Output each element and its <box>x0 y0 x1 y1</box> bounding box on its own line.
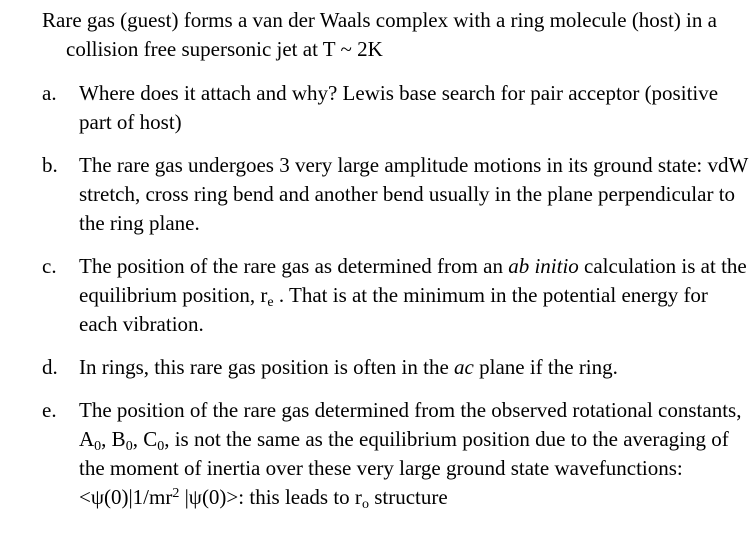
list-text-c-part1: The position of the rare gas as determined from an <box>79 254 509 278</box>
list-marker-a: a. <box>42 81 57 105</box>
intro-paragraph: Rare gas (guest) forms a van der Waals complex with a ring molecule (host) in a collision free supersonic jet at T ~ 2K <box>42 8 717 61</box>
superscript-2: 2 <box>172 486 180 501</box>
ac-plane-italic: ac <box>454 355 474 379</box>
list-text-b: The rare gas undergoes 3 very large amplitude motions in its ground state: vdW stretch, cross ring bend and another bend usually in the plane perpendicular to the ring plane. <box>79 153 748 235</box>
subscript-b0: 0 <box>125 439 133 454</box>
subscript-o: o <box>361 497 369 512</box>
subscript-a0: 0 <box>94 439 102 454</box>
list-item-c <box>42 252 751 339</box>
ab-initio-italic: ab initio <box>508 254 579 278</box>
list-text-c-part3: . That is at the minimum in the potential energy for each vibration. <box>79 283 708 336</box>
list-text-e-part3: , C <box>132 427 158 451</box>
subscript-e: e <box>267 295 274 310</box>
list-text-a: Where does it attach and why? Lewis base search for pair acceptor (positive part of host) <box>79 81 719 134</box>
list-marker-b: b. <box>42 153 58 177</box>
list-text-e-part2: , B <box>101 427 126 451</box>
list-item-e <box>42 396 751 512</box>
list-item-b <box>42 151 751 238</box>
list-text-d-part1: In rings, this rare gas position is often in the <box>79 355 455 379</box>
list-text-e-part5: |ψ(0)>: this leads to r <box>179 485 362 509</box>
list-text-e-part6: structure <box>368 485 448 509</box>
list-text-e-part1: The position of the rare gas determined from the observed rotational constants, A <box>79 398 742 451</box>
list-text-e-part4: , is not the same as the equilibrium position due to the averaging of the moment of inertia over these very large ground state wavefunctions: <ψ(0)|1/mr <box>79 427 729 509</box>
list-marker-d: d. <box>42 355 58 379</box>
list-text-d-part2: plane if the ring. <box>473 355 618 379</box>
list-marker-e: e. <box>42 398 57 422</box>
list-text-c-part2: calculation is at the equilibrium position, r <box>79 254 747 307</box>
subscript-c0: 0 <box>157 439 165 454</box>
list-marker-c: c. <box>42 254 57 278</box>
list-item-a <box>42 79 751 137</box>
list-item-d <box>42 353 751 382</box>
